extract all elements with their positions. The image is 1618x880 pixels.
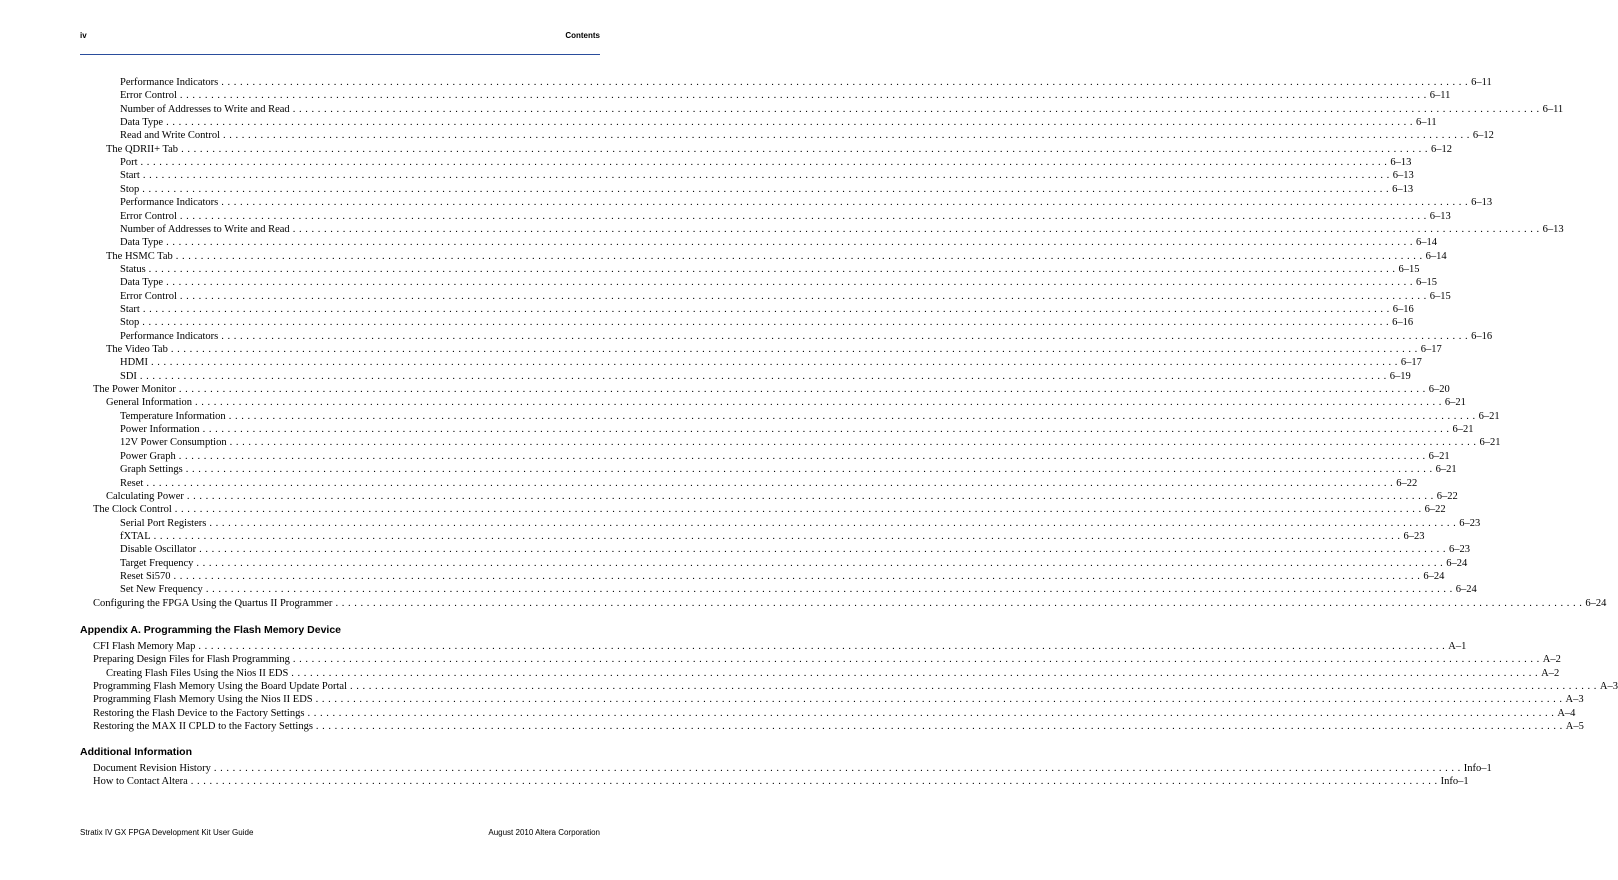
- entry-page-number: 6–11: [1471, 77, 1492, 88]
- dot-leader: . . . . . . . . . . . . . . . . . . . . . . . . . . . . . . . . . . . . . . . . . . . . . . . . . . . . . . . . . . . . . . . . . . . . . . . . . . . . . . . . . . . . . . . . . . . . . . . . . . . . . . . . . . . . . . . . . . . . . . . . . . . . . . . . . . . . . . . . . . . . . . . . . . . . . . . . . . . . . . . . . . . . . . . . . . . . . . . . . . . . . . . . . . . . . . . . . . . . . . . .: [307, 707, 1555, 719]
- appendix-a-entry[interactable]: [93, 693, 1584, 706]
- toc-entry[interactable]: [120, 557, 1468, 570]
- dot-leader: . . . . . . . . . . . . . . . . . . . . . . . . . . . . . . . . . . . . . . . . . . . . . . . . . . . . . . . . . . . . . . . . . . . . . . . . . . . . . . . . . . . . . . . . . . . . . . . . . . . . . . . . . . . . . . . . . . . . . . . . . . . . . . . . . . . . . . . . . . . . . . . . . . . . . . . . . . . . . . . . . . . . . . . . . . . . . . . . . . . . . . . . . . . . . . . . . . . . . . . .: [315, 694, 1563, 706]
- toc-entry[interactable]: [120, 303, 1414, 316]
- entry-title: Programming Flash Memory Using the Nios II EDS: [93, 694, 313, 706]
- entry-title: Number of Addresses to Write and Read: [120, 103, 290, 115]
- entry-page-number: 6–24: [1446, 557, 1468, 569]
- dot-leader: . . . . . . . . . . . . . . . . . . . . . . . . . . . . . . . . . . . . . . . . . . . . . . . . . . . . . . . . . . . . . . . . . . . . . . . . . . . . . . . . . . . . . . . . . . . . . . . . . . . . . . . . . . . . . . . . . . . . . . . . . . . . . . . . . . . . . . . . . . . . . . . . . . . . . . . . . . . . . . . . . . . . . . . . . . . . . . . . . . . . . . . . . . . . . . . . . . . . . . . .: [179, 90, 1427, 102]
- entry-page-number: A–2: [1542, 654, 1561, 666]
- toc-entry[interactable]: [120, 370, 1411, 383]
- entry-title: Power Graph: [120, 450, 176, 462]
- entry-title: General Information: [106, 397, 193, 409]
- dot-leader: . . . . . . . . . . . . . . . . . . . . . . . . . . . . . . . . . . . . . . . . . . . . . . . . . . . . . . . . . . . . . . . . . . . . . . . . . . . . . . . . . . . . . . . . . . . . . . . . . . . . . . . . . . . . . . . . . . . . . . . . . . . . . . . . . . . . . . . . . . . . . . . . . . . . . . . . . . . . . . . . . . . . . . . . . . . . . . . . . . . . . . . . . . . . . . . . . . . . . . . .: [142, 170, 1390, 182]
- entry-title: The Power Monitor: [93, 384, 176, 396]
- toc-entry[interactable]: [93, 383, 1450, 396]
- dot-leader: . . . . . . . . . . . . . . . . . . . . . . . . . . . . . . . . . . . . . . . . . . . . . . . . . . . . . . . . . . . . . . . . . . . . . . . . . . . . . . . . . . . . . . . . . . . . . . . . . . . . . . . . . . . . . . . . . . . . . . . . . . . . . . . . . . . . . . . . . . . . . . . . . . . . . . . . . . . . . . . . . . . . . . . . . . . . . . . . . . . . . . . . . . . . . . . . . . . . . . . .: [174, 504, 1422, 516]
- entry-title: Programming Flash Memory Using the Board Update Portal: [93, 681, 348, 693]
- dot-leader: . . . . . . . . . . . . . . . . . . . . . . . . . . . . . . . . . . . . . . . . . . . . . . . . . . . . . . . . . . . . . . . . . . . . . . . . . . . . . . . . . . . . . . . . . . . . . . . . . . . . . . . . . . . . . . . . . . . . . . . . . . . . . . . . . . . . . . . . . . . . . . . . . . . . . . . . . . . . . . . . . . . . . . . . . . . . . . . . . . . . . . . . . . . . . . . . . . . . . . . .: [213, 763, 1461, 774]
- entry-title: Data Type: [120, 237, 164, 249]
- dot-leader: . . . . . . . . . . . . . . . . . . . . . . . . . . . . . . . . . . . . . . . . . . . . . . . . . . . . . . . . . . . . . . . . . . . . . . . . . . . . . . . . . . . . . . . . . . . . . . . . . . . . . . . . . . . . . . . . . . . . . . . . . . . . . . . . . . . . . . . . . . . . . . . . . . . . . . . . . . . . . . . . . . . . . . . . . . . . . . . . . . . . . . . . . . . . . . . . . . . . . . . .: [195, 397, 1442, 409]
- dot-leader: . . . . . . . . . . . . . . . . . . . . . . . . . . . . . . . . . . . . . . . . . . . . . . . . . . . . . . . . . . . . . . . . . . . . . . . . . . . . . . . . . . . . . . . . . . . . . . . . . . . . . . . . . . . . . . . . . . . . . . . . . . . . . . . . . . . . . . . . . . . . . . . . . . . . . . . . . . . . . . . . . . . . . . . . . . . . . . . . . . . . . . . . . . . . . . . . . . . . . . . .: [221, 197, 1469, 209]
- dot-leader: . . . . . . . . . . . . . . . . . . . . . . . . . . . . . . . . . . . . . . . . . . . . . . . . . . . . . . . . . . . . . . . . . . . . . . . . . . . . . . . . . . . . . . . . . . . . . . . . . . . . . . . . . . . . . . . . . . . . . . . . . . . . . . . . . . . . . . . . . . . . . . . . . . . . . . . . . . . . . . . . . . . . . . . . . . . . . . . . . . . . . . . . . . . . . . . . . . . . . . . .: [292, 103, 1540, 115]
- toc-entry[interactable]: [120, 570, 1445, 583]
- entry-page-number: 6–24: [1423, 570, 1445, 582]
- toc-entry[interactable]: [120, 316, 1414, 329]
- toc-entry[interactable]: [120, 517, 1481, 530]
- entry-page-number: 6–13: [1542, 223, 1564, 235]
- entry-title: Data Type: [120, 277, 164, 289]
- entry-title: Performance Indicators: [120, 77, 219, 88]
- toc-entry[interactable]: [120, 263, 1420, 276]
- toc-entry[interactable]: [93, 597, 1607, 610]
- entry-page-number: 6–13: [1471, 197, 1493, 209]
- toc-entry[interactable]: [120, 76, 1492, 89]
- entry-page-number: A–5: [1565, 721, 1584, 733]
- dot-leader: . . . . . . . . . . . . . . . . . . . . . . . . . . . . . . . . . . . . . . . . . . . . . . . . . . . . . . . . . . . . . . . . . . . . . . . . . . . . . . . . . . . . . . . . . . . . . . . . . . . . . . . . . . . . . . . . . . . . . . . . . . . . . . . . . . . . . . . . . . . . . . . . . . . . . . . . . . . . . . . . . . . . . . . . . . . . . . . . . . . . . . . . . . . . . . . . . . . . . . . .: [146, 477, 1394, 489]
- entry-title: Preparing Design Files for Flash Programming: [93, 654, 290, 666]
- entry-page-number: Info–1: [1463, 763, 1492, 774]
- toc-entry[interactable]: [120, 196, 1493, 209]
- entry-title: CFI Flash Memory Map: [93, 641, 196, 652]
- entry-title: Power Information: [120, 424, 200, 436]
- entry-page-number: 6–23: [1448, 544, 1470, 556]
- entry-title: Stop: [120, 183, 140, 195]
- entry-page-number: 6–23: [1459, 517, 1481, 529]
- entry-title: The QDRII+ Tab: [106, 143, 179, 155]
- entry-title: Start: [120, 170, 140, 182]
- appendix-a-entry[interactable]: [93, 653, 1561, 666]
- footer-date-publisher: August 2010 Altera Corporation: [488, 828, 600, 837]
- entry-title: Reset: [120, 477, 144, 489]
- entry-page-number: 6–11: [1429, 90, 1451, 102]
- dot-leader: . . . . . . . . . . . . . . . . . . . . . . . . . . . . . . . . . . . . . . . . . . . . . . . . . . . . . . . . . . . . . . . . . . . . . . . . . . . . . . . . . . . . . . . . . . . . . . . . . . . . . . . . . . . . . . . . . . . . . . . . . . . . . . . . . . . . . . . . . . . . . . . . . . . . . . . . . . . . . . . . . . . . . . . . . . . . . . . . . . . . . . . . . . . . . . . . . . . . . . . .: [186, 490, 1434, 502]
- toc-entry[interactable]: [120, 236, 1437, 249]
- dot-leader: . . . . . . . . . . . . . . . . . . . . . . . . . . . . . . . . . . . . . . . . . . . . . . . . . . . . . . . . . . . . . . . . . . . . . . . . . . . . . . . . . . . . . . . . . . . . . . . . . . . . . . . . . . . . . . . . . . . . . . . . . . . . . . . . . . . . . . . . . . . . . . . . . . . . . . . . . . . . . . . . . . . . . . . . . . . . . . . . . . . . . . . . . . . . . . . . . . . . . . . .: [223, 130, 1470, 142]
- entry-page-number: 6–17: [1420, 344, 1442, 355]
- entry-page-number: 6–21: [1478, 410, 1500, 422]
- entry-title: Restoring the Flash Device to the Factory Settings: [93, 707, 305, 719]
- dot-leader: . . . . . . . . . . . . . . . . . . . . . . . . . . . . . . . . . . . . . . . . . . . . . . . . . . . . . . . . . . . . . . . . . . . . . . . . . . . . . . . . . . . . . . . . . . . . . . . . . . . . . . . . . . . . . . . . . . . . . . . . . . . . . . . . . . . . . . . . . . . . . . . . . . . . . . . . . . . . . . . . . . . . . . . . . . . . . . . . . . . . . . . . . . . . . . . . . . . . . . . .: [148, 263, 1396, 275]
- entry-page-number: 6–16: [1392, 303, 1414, 315]
- toc-entry[interactable]: [106, 343, 1442, 356]
- dot-leader: . . . . . . . . . . . . . . . . . . . . . . . . . . . . . . . . . . . . . . . . . . . . . . . . . . . . . . . . . . . . . . . . . . . . . . . . . . . . . . . . . . . . . . . . . . . . . . . . . . . . . . . . . . . . . . . . . . . . . . . . . . . . . . . . . . . . . . . . . . . . . . . . . . . . . . . . . . . . . . . . . . . . . . . . . . . . . . . . . . . . . . . . . . . . . . . . . . . . . . . .: [170, 344, 1418, 355]
- entry-title: Target Frequency: [120, 557, 194, 569]
- dot-leader: . . . . . . . . . . . . . . . . . . . . . . . . . . . . . . . . . . . . . . . . . . . . . . . . . . . . . . . . . . . . . . . . . . . . . . . . . . . . . . . . . . . . . . . . . . . . . . . . . . . . . . . . . . . . . . . . . . . . . . . . . . . . . . . . . . . . . . . . . . . . . . . . . . . . . . . . . . . . . . . . . . . . . . . . . . . . . . . . . . . . . . . . . . . . . . . . . . . . . . . .: [228, 410, 1476, 422]
- entry-title: Document Revision History: [93, 763, 211, 774]
- entry-page-number: 6–15: [1429, 290, 1451, 302]
- toc-entry[interactable]: [120, 169, 1414, 182]
- toc-entry[interactable]: [106, 490, 1458, 503]
- toc-entry[interactable]: [120, 463, 1457, 476]
- entry-title: Temperature Information: [120, 410, 226, 422]
- entry-title: Error Control: [120, 210, 177, 222]
- dot-leader: . . . . . . . . . . . . . . . . . . . . . . . . . . . . . . . . . . . . . . . . . . . . . . . . . . . . . . . . . . . . . . . . . . . . . . . . . . . . . . . . . . . . . . . . . . . . . . . . . . . . . . . . . . . . . . . . . . . . . . . . . . . . . . . . . . . . . . . . . . . . . . . . . . . . . . . . . . . . . . . . . . . . . . . . . . . . . . . . . . . . . . . . . . . . . . . . . . . . . . . .: [350, 681, 1597, 693]
- entry-title: Graph Settings: [120, 464, 183, 476]
- dot-leader: . . . . . . . . . . . . . . . . . . . . . . . . . . . . . . . . . . . . . . . . . . . . . . . . . . . . . . . . . . . . . . . . . . . . . . . . . . . . . . . . . . . . . . . . . . . . . . . . . . . . . . . . . . . . . . . . . . . . . . . . . . . . . . . . . . . . . . . . . . . . . . . . . . . . . . . . . . . . . . . . . . . . . . . . . . . . . . . . . . . . . . . . . . . . . . . . . . . . . . . .: [209, 517, 1457, 529]
- entry-page-number: 6–14: [1415, 237, 1437, 249]
- toc-entry[interactable]: [120, 423, 1474, 436]
- entry-title: SDI: [120, 370, 137, 382]
- toc-entry[interactable]: [120, 89, 1451, 102]
- entry-title: Start: [120, 303, 140, 315]
- dot-leader: . . . . . . . . . . . . . . . . . . . . . . . . . . . . . . . . . . . . . . . . . . . . . . . . . . . . . . . . . . . . . . . . . . . . . . . . . . . . . . . . . . . . . . . . . . . . . . . . . . . . . . . . . . . . . . . . . . . . . . . . . . . . . . . . . . . . . . . . . . . . . . . . . . . . . . . . . . . . . . . . . . . . . . . . . . . . . . . . . . . . . . . . . . . . . . . . . . . . . . . .: [178, 384, 1426, 396]
- toc-entry[interactable]: [120, 276, 1437, 289]
- toc-entry[interactable]: [120, 477, 1418, 490]
- entry-page-number: A–2: [1541, 667, 1560, 679]
- toc-entry[interactable]: [106, 396, 1466, 409]
- toc-entry[interactable]: [120, 156, 1412, 169]
- entry-page-number: 6–24: [1455, 584, 1477, 596]
- dot-leader: . . . . . . . . . . . . . . . . . . . . . . . . . . . . . . . . . . . . . . . . . . . . . . . . . . . . . . . . . . . . . . . . . . . . . . . . . . . . . . . . . . . . . . . . . . . . . . . . . . . . . . . . . . . . . . . . . . . . . . . . . . . . . . . . . . . . . . . . . . . . . . . . . . . . . . . . . . . . . . . . . . . . . . . . . . . . . . . . . . . . . . . . . . . . . . . . . . . . . . . .: [202, 424, 1450, 436]
- entry-page-number: 6–22: [1436, 490, 1458, 502]
- dot-leader: . . . . . . . . . . . . . . . . . . . . . . . . . . . . . . . . . . . . . . . . . . . . . . . . . . . . . . . . . . . . . . . . . . . . . . . . . . . . . . . . . . . . . . . . . . . . . . . . . . . . . . . . . . . . . . . . . . . . . . . . . . . . . . . . . . . . . . . . . . . . . . . . . . . . . . . . . . . . . . . . . . . . . . . . . . . . . . . . . . . . . . . . . . . . . . . . . . . . . . . .: [179, 290, 1427, 302]
- entry-title: Calculating Power: [106, 490, 184, 502]
- entry-page-number: A–3: [1565, 694, 1584, 706]
- dot-leader: . . . . . . . . . . . . . . . . . . . . . . . . . . . . . . . . . . . . . . . . . . . . . . . . . . . . . . . . . . . . . . . . . . . . . . . . . . . . . . . . . . . . . . . . . . . . . . . . . . . . . . . . . . . . . . . . . . . . . . . . . . . . . . . . . . . . . . . . . . . . . . . . . . . . . . . . . . . . . . . . . . . . . . . . . . . . . . . . . . . . . . . . . . . . . . . . . . . . . . . .: [142, 183, 1390, 195]
- toc-entry[interactable]: [93, 503, 1446, 516]
- entry-title: Performance Indicators: [120, 197, 219, 209]
- entry-page-number: 6–22: [1424, 504, 1446, 516]
- entry-title: The Clock Control: [93, 504, 172, 516]
- dot-leader: . . . . . . . . . . . . . . . . . . . . . . . . . . . . . . . . . . . . . . . . . . . . . . . . . . . . . . . . . . . . . . . . . . . . . . . . . . . . . . . . . . . . . . . . . . . . . . . . . . . . . . . . . . . . . . . . . . . . . . . . . . . . . . . . . . . . . . . . . . . . . . . . . . . . . . . . . . . . . . . . . . . . . . . . . . . . . . . . . . . . . . . . . . . . . . . . . . . . . . . .: [291, 667, 1539, 679]
- dot-leader: . . . . . . . . . . . . . . . . . . . . . . . . . . . . . . . . . . . . . . . . . . . . . . . . . . . . . . . . . . . . . . . . . . . . . . . . . . . . . . . . . . . . . . . . . . . . . . . . . . . . . . . . . . . . . . . . . . . . . . . . . . . . . . . . . . . . . . . . . . . . . . . . . . . . . . . . . . . . . . . . . . . . . . . . . . . . . . . . . . . . . . . . . . . . . . . . . . . . . . . .: [140, 157, 1388, 169]
- page-number: iv: [80, 31, 87, 40]
- appendix-a-entry[interactable]: [93, 707, 1576, 720]
- entry-page-number: 6–13: [1392, 170, 1414, 182]
- entry-page-number: Info–1: [1440, 776, 1469, 788]
- entry-title: Stop: [120, 317, 140, 329]
- entry-title: Reset Si570: [120, 570, 171, 582]
- toc-entry[interactable]: [120, 410, 1500, 423]
- entry-page-number: 6–21: [1428, 450, 1450, 462]
- dot-leader: . . . . . . . . . . . . . . . . . . . . . . . . . . . . . . . . . . . . . . . . . . . . . . . . . . . . . . . . . . . . . . . . . . . . . . . . . . . . . . . . . . . . . . . . . . . . . . . . . . . . . . . . . . . . . . . . . . . . . . . . . . . . . . . . . . . . . . . . . . . . . . . . . . . . . . . . . . . . . . . . . . . . . . . . . . . . . . . . . . . . . . . . . . . . . . . . . . . . . . . .: [229, 437, 1477, 449]
- entry-page-number: A–4: [1557, 707, 1576, 719]
- entry-page-number: 6–11: [1415, 117, 1437, 129]
- entry-title: Disable Oscillator: [120, 544, 197, 556]
- dot-leader: . . . . . . . . . . . . . . . . . . . . . . . . . . . . . . . . . . . . . . . . . . . . . . . . . . . . . . . . . . . . . . . . . . . . . . . . . . . . . . . . . . . . . . . . . . . . . . . . . . . . . . . . . . . . . . . . . . . . . . . . . . . . . . . . . . . . . . . . . . . . . . . . . . . . . . . . . . . . . . . . . . . . . . . . . . . . . . . . . . . . . . . . . . . . . . . . . . . . . . . .: [221, 77, 1469, 88]
- toc-entry[interactable]: [120, 290, 1451, 303]
- entry-title: The HSMC Tab: [106, 250, 173, 262]
- dot-leader: . . . . . . . . . . . . . . . . . . . . . . . . . . . . . . . . . . . . . . . . . . . . . . . . . . . . . . . . . . . . . . . . . . . . . . . . . . . . . . . . . . . . . . . . . . . . . . . . . . . . . . . . . . . . . . . . . . . . . . . . . . . . . . . . . . . . . . . . . . . . . . . . . . . . . . . . . . . . . . . . . . . . . . . . . . . . . . . . . . . . . . . . . . . . . . . . . . . . . . . .: [335, 597, 1583, 609]
- dot-leader: . . . . . . . . . . . . . . . . . . . . . . . . . . . . . . . . . . . . . . . . . . . . . . . . . . . . . . . . . . . . . . . . . . . . . . . . . . . . . . . . . . . . . . . . . . . . . . . . . . . . . . . . . . . . . . . . . . . . . . . . . . . . . . . . . . . . . . . . . . . . . . . . . . . . . . . . . . . . . . . . . . . . . . . . . . . . . . . . . . . . . . . . . . . . . . . . . . . . . . . .: [166, 277, 1413, 289]
- dot-leader: . . . . . . . . . . . . . . . . . . . . . . . . . . . . . . . . . . . . . . . . . . . . . . . . . . . . . . . . . . . . . . . . . . . . . . . . . . . . . . . . . . . . . . . . . . . . . . . . . . . . . . . . . . . . . . . . . . . . . . . . . . . . . . . . . . . . . . . . . . . . . . . . . . . . . . . . . . . . . . . . . . . . . . . . . . . . . . . . . . . . . . . . . . . . . . . . . . . . . . . .: [221, 330, 1469, 342]
- entry-page-number: A–3: [1599, 681, 1618, 693]
- entry-page-number: 6–21: [1479, 437, 1501, 449]
- dot-leader: . . . . . . . . . . . . . . . . . . . . . . . . . . . . . . . . . . . . . . . . . . . . . . . . . . . . . . . . . . . . . . . . . . . . . . . . . . . . . . . . . . . . . . . . . . . . . . . . . . . . . . . . . . . . . . . . . . . . . . . . . . . . . . . . . . . . . . . . . . . . . . . . . . . . . . . . . . . . . . . . . . . . . . . . . . . . . . . . . . . . . . . . . . . . . . . . . . . . . . . .: [175, 250, 1423, 262]
- dot-leader: . . . . . . . . . . . . . . . . . . . . . . . . . . . . . . . . . . . . . . . . . . . . . . . . . . . . . . . . . . . . . . . . . . . . . . . . . . . . . . . . . . . . . . . . . . . . . . . . . . . . . . . . . . . . . . . . . . . . . . . . . . . . . . . . . . . . . . . . . . . . . . . . . . . . . . . . . . . . . . . . . . . . . . . . . . . . . . . . . . . . . . . . . . . . . . . . . . . . . . . .: [292, 654, 1540, 666]
- dot-leader: . . . . . . . . . . . . . . . . . . . . . . . . . . . . . . . . . . . . . . . . . . . . . . . . . . . . . . . . . . . . . . . . . . . . . . . . . . . . . . . . . . . . . . . . . . . . . . . . . . . . . . . . . . . . . . . . . . . . . . . . . . . . . . . . . . . . . . . . . . . . . . . . . . . . . . . . . . . . . . . . . . . . . . . . . . . . . . . . . . . . . . . . . . . . . . . . . . . . . . . .: [185, 464, 1433, 476]
- appendix-a-entry[interactable]: [106, 667, 1560, 680]
- dot-leader: . . . . . . . . . . . . . . . . . . . . . . . . . . . . . . . . . . . . . . . . . . . . . . . . . . . . . . . . . . . . . . . . . . . . . . . . . . . . . . . . . . . . . . . . . . . . . . . . . . . . . . . . . . . . . . . . . . . . . . . . . . . . . . . . . . . . . . . . . . . . . . . . . . . . . . . . . . . . . . . . . . . . . . . . . . . . . . . . . . . . . . . . . . . . . . . . . . . . . . . .: [153, 530, 1401, 542]
- entry-title: 12V Power Consumption: [120, 437, 227, 449]
- toc-entry[interactable]: [120, 356, 1422, 369]
- entry-title: Set New Frequency: [120, 584, 203, 596]
- footer-title: Stratix IV GX FPGA Development Kit User Guide: [80, 828, 254, 837]
- additional-info-heading: Additional Information: [80, 746, 192, 758]
- toc-entry[interactable]: [120, 183, 1414, 196]
- additional-info-entry[interactable]: [93, 762, 1492, 775]
- entry-title: Error Control: [120, 90, 177, 102]
- entry-title: Number of Addresses to Write and Read: [120, 223, 290, 235]
- entry-page-number: 6–23: [1403, 530, 1425, 542]
- entry-title: Creating Flash Files Using the Nios II EDS: [106, 667, 289, 679]
- appendix-a-entry[interactable]: [93, 640, 1467, 653]
- entry-title: Serial Port Registers: [120, 517, 207, 529]
- toc-entry[interactable]: [120, 223, 1564, 236]
- entry-page-number: 6–17: [1400, 357, 1422, 369]
- toc-entry[interactable]: [120, 450, 1450, 463]
- appendix-a-entry[interactable]: [93, 720, 1584, 733]
- entry-page-number: 6–13: [1429, 210, 1451, 222]
- entry-title: How to Contact Altera: [93, 776, 188, 788]
- entry-title: Status: [120, 263, 146, 275]
- additional-info-entry[interactable]: [93, 775, 1469, 788]
- appendix-a-heading: Appendix A. Programming the Flash Memory Device: [80, 624, 342, 636]
- toc-entry[interactable]: [106, 143, 1452, 156]
- entry-page-number: 6–15: [1398, 263, 1420, 275]
- running-header: Contents: [565, 31, 600, 40]
- entry-page-number: 6–14: [1425, 250, 1447, 262]
- entry-page-number: 6–21: [1444, 397, 1466, 409]
- dot-leader: . . . . . . . . . . . . . . . . . . . . . . . . . . . . . . . . . . . . . . . . . . . . . . . . . . . . . . . . . . . . . . . . . . . . . . . . . . . . . . . . . . . . . . . . . . . . . . . . . . . . . . . . . . . . . . . . . . . . . . . . . . . . . . . . . . . . . . . . . . . . . . . . . . . . . . . . . . . . . . . . . . . . . . . . . . . . . . . . . . . . . . . . . . . . . . . . . . . . . . . .: [199, 544, 1446, 556]
- header-rule: [80, 54, 600, 55]
- dot-leader: . . . . . . . . . . . . . . . . . . . . . . . . . . . . . . . . . . . . . . . . . . . . . . . . . . . . . . . . . . . . . . . . . . . . . . . . . . . . . . . . . . . . . . . . . . . . . . . . . . . . . . . . . . . . . . . . . . . . . . . . . . . . . . . . . . . . . . . . . . . . . . . . . . . . . . . . . . . . . . . . . . . . . . . . . . . . . . . . . . . . . . . . . . . . . . . . . . . . . . . .: [190, 776, 1438, 788]
- entry-title: Restoring the MAX II CPLD to the Factory Settings: [93, 721, 313, 733]
- entry-title: Data Type: [120, 117, 164, 129]
- dot-leader: . . . . . . . . . . . . . . . . . . . . . . . . . . . . . . . . . . . . . . . . . . . . . . . . . . . . . . . . . . . . . . . . . . . . . . . . . . . . . . . . . . . . . . . . . . . . . . . . . . . . . . . . . . . . . . . . . . . . . . . . . . . . . . . . . . . . . . . . . . . . . . . . . . . . . . . . . . . . . . . . . . . . . . . . . . . . . . . . . . . . . . . . . . . . . . . . . . . . . . . .: [178, 450, 1426, 462]
- entry-page-number: A–1: [1448, 641, 1467, 652]
- dot-leader: . . . . . . . . . . . . . . . . . . . . . . . . . . . . . . . . . . . . . . . . . . . . . . . . . . . . . . . . . . . . . . . . . . . . . . . . . . . . . . . . . . . . . . . . . . . . . . . . . . . . . . . . . . . . . . . . . . . . . . . . . . . . . . . . . . . . . . . . . . . . . . . . . . . . . . . . . . . . . . . . . . . . . . . . . . . . . . . . . . . . . . . . . . . . . . . . . . . . . . . .: [173, 570, 1421, 582]
- dot-leader: . . . . . . . . . . . . . . . . . . . . . . . . . . . . . . . . . . . . . . . . . . . . . . . . . . . . . . . . . . . . . . . . . . . . . . . . . . . . . . . . . . . . . . . . . . . . . . . . . . . . . . . . . . . . . . . . . . . . . . . . . . . . . . . . . . . . . . . . . . . . . . . . . . . . . . . . . . . . . . . . . . . . . . . . . . . . . . . . . . . . . . . . . . . . . . . . . . . . . . . .: [181, 143, 1428, 155]
- toc-entry[interactable]: [120, 543, 1470, 556]
- toc-entry[interactable]: [106, 250, 1447, 263]
- appendix-a-entry[interactable]: [93, 680, 1618, 693]
- entry-page-number: 6–11: [1542, 103, 1564, 115]
- entry-title: Performance Indicators: [120, 330, 219, 342]
- entry-page-number: 6–16: [1471, 330, 1493, 342]
- toc-entry[interactable]: [120, 436, 1501, 449]
- entry-page-number: 6–15: [1415, 277, 1437, 289]
- dot-leader: . . . . . . . . . . . . . . . . . . . . . . . . . . . . . . . . . . . . . . . . . . . . . . . . . . . . . . . . . . . . . . . . . . . . . . . . . . . . . . . . . . . . . . . . . . . . . . . . . . . . . . . . . . . . . . . . . . . . . . . . . . . . . . . . . . . . . . . . . . . . . . . . . . . . . . . . . . . . . . . . . . . . . . . . . . . . . . . . . . . . . . . . . . . . . . . . . . . . . . . .: [315, 721, 1563, 733]
- entry-page-number: 6–12: [1472, 130, 1494, 142]
- dot-leader: . . . . . . . . . . . . . . . . . . . . . . . . . . . . . . . . . . . . . . . . . . . . . . . . . . . . . . . . . . . . . . . . . . . . . . . . . . . . . . . . . . . . . . . . . . . . . . . . . . . . . . . . . . . . . . . . . . . . . . . . . . . . . . . . . . . . . . . . . . . . . . . . . . . . . . . . . . . . . . . . . . . . . . . . . . . . . . . . . . . . . . . . . . . . . . . . . . . . . . . .: [292, 223, 1540, 235]
- entry-page-number: 6–22: [1396, 477, 1418, 489]
- entry-title: HDMI: [120, 357, 148, 369]
- toc-entry[interactable]: [120, 103, 1564, 116]
- dot-leader: . . . . . . . . . . . . . . . . . . . . . . . . . . . . . . . . . . . . . . . . . . . . . . . . . . . . . . . . . . . . . . . . . . . . . . . . . . . . . . . . . . . . . . . . . . . . . . . . . . . . . . . . . . . . . . . . . . . . . . . . . . . . . . . . . . . . . . . . . . . . . . . . . . . . . . . . . . . . . . . . . . . . . . . . . . . . . . . . . . . . . . . . . . . . . . . . . . . . . . . .: [179, 210, 1427, 222]
- dot-leader: . . . . . . . . . . . . . . . . . . . . . . . . . . . . . . . . . . . . . . . . . . . . . . . . . . . . . . . . . . . . . . . . . . . . . . . . . . . . . . . . . . . . . . . . . . . . . . . . . . . . . . . . . . . . . . . . . . . . . . . . . . . . . . . . . . . . . . . . . . . . . . . . . . . . . . . . . . . . . . . . . . . . . . . . . . . . . . . . . . . . . . . . . . . . . . . . . . . . . . . .: [142, 303, 1390, 315]
- entry-title: The Video Tab: [106, 344, 168, 355]
- entry-page-number: 6–21: [1452, 424, 1474, 436]
- entry-title: Read and Write Control: [120, 130, 220, 142]
- dot-leader: . . . . . . . . . . . . . . . . . . . . . . . . . . . . . . . . . . . . . . . . . . . . . . . . . . . . . . . . . . . . . . . . . . . . . . . . . . . . . . . . . . . . . . . . . . . . . . . . . . . . . . . . . . . . . . . . . . . . . . . . . . . . . . . . . . . . . . . . . . . . . . . . . . . . . . . . . . . . . . . . . . . . . . . . . . . . . . . . . . . . . . . . . . . . . . . . . . . . . . . .: [166, 237, 1413, 249]
- dot-leader: . . . . . . . . . . . . . . . . . . . . . . . . . . . . . . . . . . . . . . . . . . . . . . . . . . . . . . . . . . . . . . . . . . . . . . . . . . . . . . . . . . . . . . . . . . . . . . . . . . . . . . . . . . . . . . . . . . . . . . . . . . . . . . . . . . . . . . . . . . . . . . . . . . . . . . . . . . . . . . . . . . . . . . . . . . . . . . . . . . . . . . . . . . . . . . . . . . . . . . . .: [142, 317, 1390, 329]
- entry-page-number: 6–24: [1585, 597, 1607, 609]
- entry-title: fXTAL: [120, 530, 151, 542]
- entry-title: Port: [120, 157, 138, 169]
- toc-entry[interactable]: [120, 583, 1477, 596]
- dot-leader: . . . . . . . . . . . . . . . . . . . . . . . . . . . . . . . . . . . . . . . . . . . . . . . . . . . . . . . . . . . . . . . . . . . . . . . . . . . . . . . . . . . . . . . . . . . . . . . . . . . . . . . . . . . . . . . . . . . . . . . . . . . . . . . . . . . . . . . . . . . . . . . . . . . . . . . . . . . . . . . . . . . . . . . . . . . . . . . . . . . . . . . . . . . . . . . . . . . . . . . .: [205, 584, 1453, 596]
- entry-page-number: 6–20: [1428, 384, 1450, 396]
- entry-page-number: 6–12: [1430, 143, 1452, 155]
- entry-page-number: 6–19: [1389, 370, 1411, 382]
- toc-entry[interactable]: [120, 330, 1493, 343]
- toc-entry[interactable]: [120, 530, 1425, 543]
- dot-leader: . . . . . . . . . . . . . . . . . . . . . . . . . . . . . . . . . . . . . . . . . . . . . . . . . . . . . . . . . . . . . . . . . . . . . . . . . . . . . . . . . . . . . . . . . . . . . . . . . . . . . . . . . . . . . . . . . . . . . . . . . . . . . . . . . . . . . . . . . . . . . . . . . . . . . . . . . . . . . . . . . . . . . . . . . . . . . . . . . . . . . . . . . . . . . . . . . . . . . . . .: [151, 357, 1398, 369]
- entry-page-number: 6–21: [1435, 464, 1457, 476]
- entry-title: Error Control: [120, 290, 177, 302]
- entry-page-number: 6–13: [1390, 157, 1412, 169]
- dot-leader: . . . . . . . . . . . . . . . . . . . . . . . . . . . . . . . . . . . . . . . . . . . . . . . . . . . . . . . . . . . . . . . . . . . . . . . . . . . . . . . . . . . . . . . . . . . . . . . . . . . . . . . . . . . . . . . . . . . . . . . . . . . . . . . . . . . . . . . . . . . . . . . . . . . . . . . . . . . . . . . . . . . . . . . . . . . . . . . . . . . . . . . . . . . . . . . . . . . . . . . .: [196, 557, 1444, 569]
- entry-page-number: 6–13: [1392, 183, 1414, 195]
- dot-leader: . . . . . . . . . . . . . . . . . . . . . . . . . . . . . . . . . . . . . . . . . . . . . . . . . . . . . . . . . . . . . . . . . . . . . . . . . . . . . . . . . . . . . . . . . . . . . . . . . . . . . . . . . . . . . . . . . . . . . . . . . . . . . . . . . . . . . . . . . . . . . . . . . . . . . . . . . . . . . . . . . . . . . . . . . . . . . . . . . . . . . . . . . . . . . . . . . . . . . . . .: [139, 370, 1387, 382]
- entry-page-number: 6–16: [1392, 317, 1414, 329]
- toc-entry[interactable]: [120, 210, 1451, 223]
- toc-entry[interactable]: [120, 129, 1494, 142]
- dot-leader: . . . . . . . . . . . . . . . . . . . . . . . . . . . . . . . . . . . . . . . . . . . . . . . . . . . . . . . . . . . . . . . . . . . . . . . . . . . . . . . . . . . . . . . . . . . . . . . . . . . . . . . . . . . . . . . . . . . . . . . . . . . . . . . . . . . . . . . . . . . . . . . . . . . . . . . . . . . . . . . . . . . . . . . . . . . . . . . . . . . . . . . . . . . . . . . . . . . . . . . .: [198, 641, 1446, 652]
- entry-title: Configuring the FPGA Using the Quartus II Programmer: [93, 597, 333, 609]
- dot-leader: . . . . . . . . . . . . . . . . . . . . . . . . . . . . . . . . . . . . . . . . . . . . . . . . . . . . . . . . . . . . . . . . . . . . . . . . . . . . . . . . . . . . . . . . . . . . . . . . . . . . . . . . . . . . . . . . . . . . . . . . . . . . . . . . . . . . . . . . . . . . . . . . . . . . . . . . . . . . . . . . . . . . . . . . . . . . . . . . . . . . . . . . . . . . . . . . . . . . . . . .: [166, 117, 1413, 129]
- toc-entry[interactable]: [120, 116, 1437, 129]
